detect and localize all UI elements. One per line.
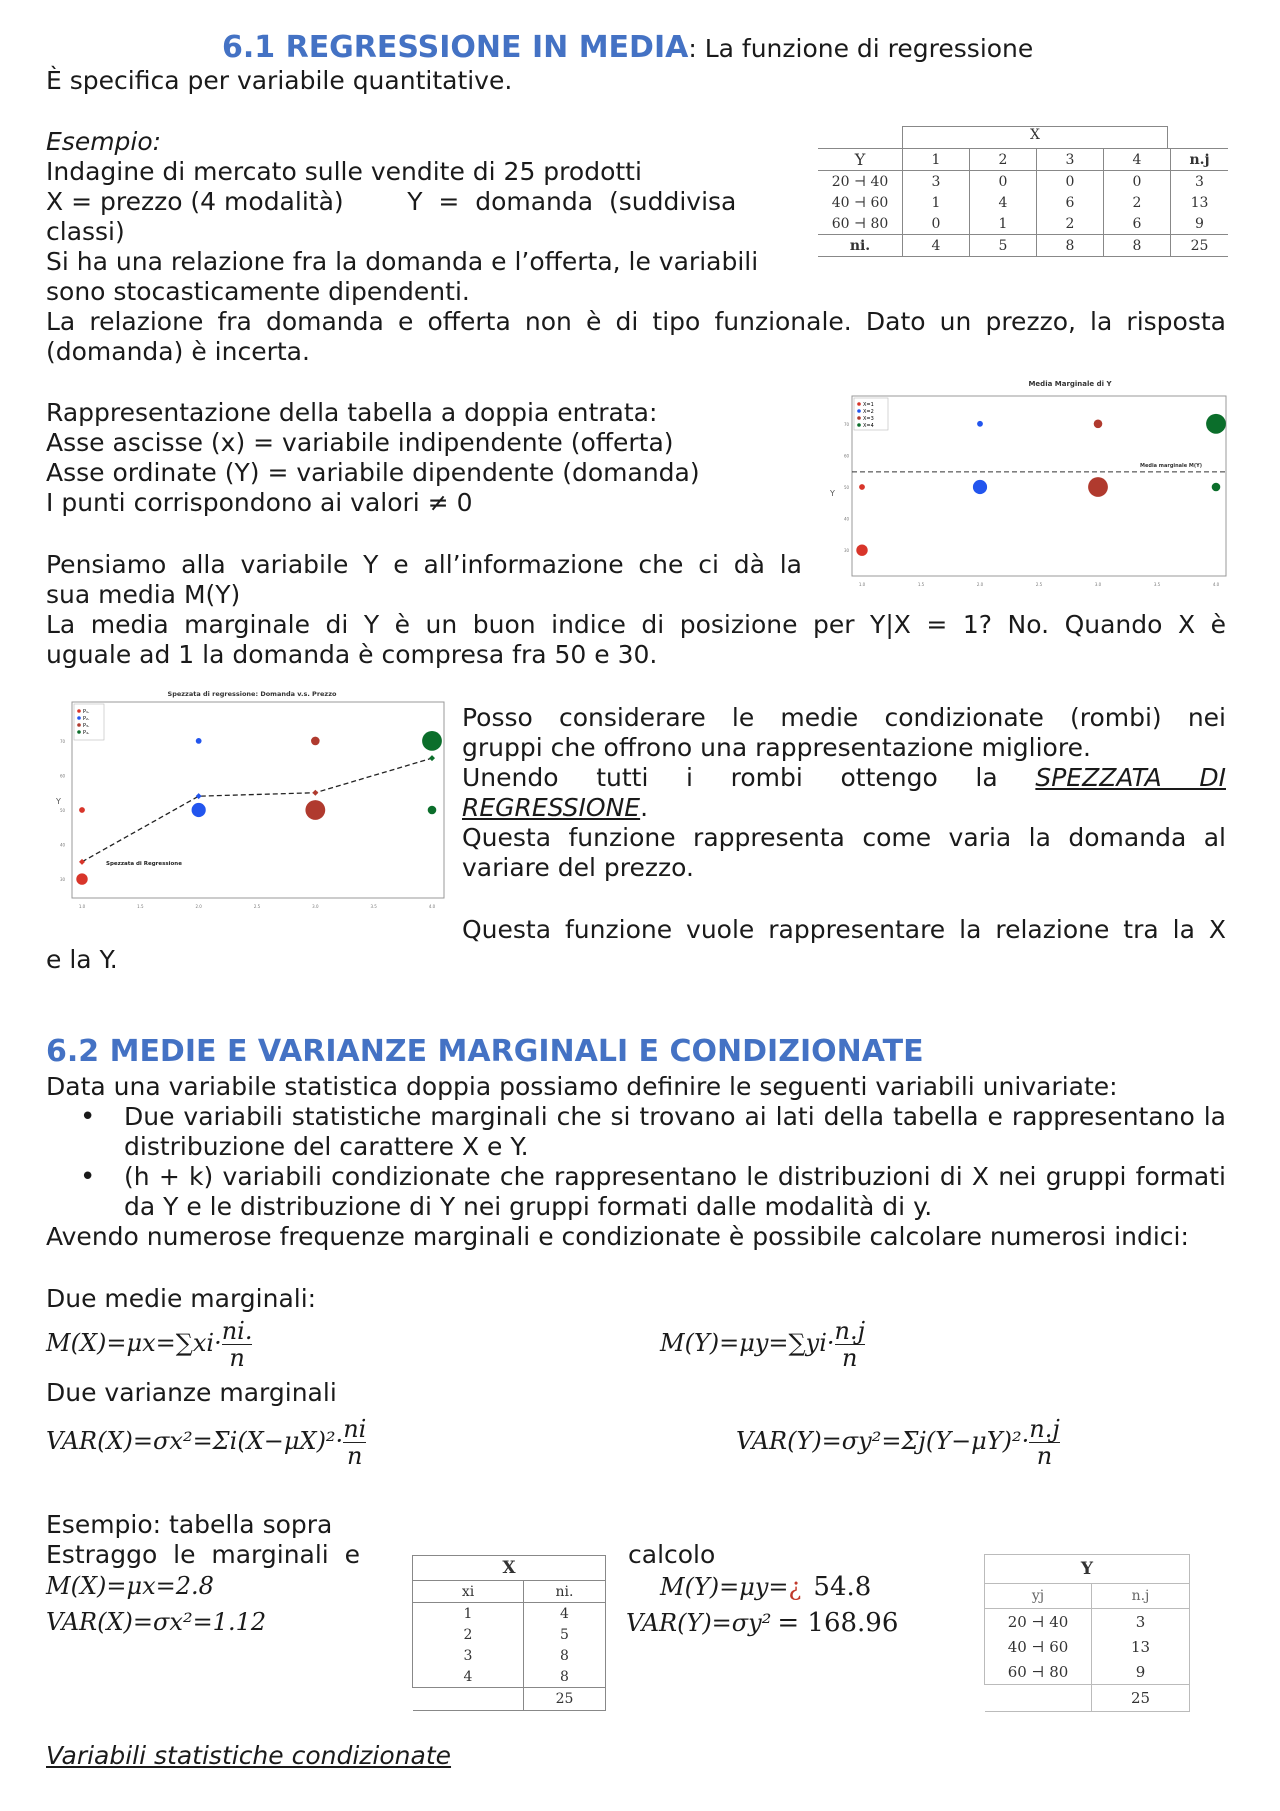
example-line-6: La relazione fra domanda e offerta non è di tipo funzionale. Dato un prezzo, la risposta [46,307,1226,336]
table-cell: 0 [1104,171,1171,193]
table-row-label: 20 ⊣ 40 [818,171,903,193]
y-tick-label: 40 [844,516,850,522]
data-point [422,731,442,751]
section-62-intro: Data una variabile statistica doppia possiamo definire le seguenti variabili univariate: [46,1072,1118,1101]
legend-dot-x3 [857,416,861,420]
cell-ni: 4 [524,1603,606,1625]
example-line-5: sono stocasticamente dipendenti. [46,277,470,306]
fraction-numerator: ni. [221,1317,253,1345]
pos-line-7: Questa funzione vuole rappresentare la relazione tra la X [462,915,1226,944]
pens-line-2: sua media M(Y) [46,580,241,609]
table-cell: 1 [903,192,970,213]
conditional-heading: Variabili statistiche condizionate [46,1741,452,1770]
legend-label: P₁. [83,709,90,715]
legend-label: X=4 [863,423,874,429]
regression-line-label: Spezzata di Regressione [106,861,182,867]
table-col-header: 3 [1037,149,1104,171]
marginal-mean-label: Media marginale M(Y) [1140,462,1203,469]
chart-title: Media Marginale di Y [1028,380,1112,388]
data-point [79,807,85,813]
regressione-term: REGRESSIONE [462,793,641,822]
rep-line-2: Asse ascisse (x) = variabile indipendente (offerta) [46,428,674,457]
y-tick-label: 70 [844,421,850,427]
example-line-7: (domanda) è incerta. [46,337,310,366]
chart-legend [854,398,888,430]
spezzata-term: SPEZZATA DI [1035,763,1226,792]
legend-label: X=2 [863,409,874,415]
section-61-subtitle: : La funzione di regressione [688,34,1034,63]
pos-line-2: gruppi che offrono una rappresentazione migliore. [462,733,1091,762]
table-total: 25 [524,1688,606,1711]
pos-line-6: variare del prezzo. [462,853,694,882]
pos-line-3-text: Unendo tutti i rombi ottengo la [462,763,1036,792]
table-cell: 0 [903,213,970,235]
plot-frame [72,702,444,898]
pens-line-3: La media marginale di Y è un buon indice di posizione per Y|X = 1? No. Quando X è [46,610,1226,639]
x-tick-label: 1.0 [78,904,86,909]
y-ticks [60,739,66,882]
marginal-table-y [984,1554,1190,1712]
col-header-nj: n.j [1092,1584,1190,1609]
data-point [305,800,325,820]
table-cell: 4 [970,192,1037,213]
value-mean-y-number: 54.8 [813,1572,872,1602]
table-cell: 6 [1104,213,1171,235]
x-tick-label: 3.5 [1153,582,1161,587]
fraction-denominator: n [842,1344,858,1372]
data-point [1206,414,1226,434]
col-header-yj: yj [985,1584,1092,1609]
legend-dot-x4 [857,423,861,427]
bullet-conditional: • (h + k) variabili condizionate che rappresentano le distribuzioni di X nei gruppi formati da Y e le distribuzione di Y nei gruppi formati dalle modalità di y. [46,1162,1226,1222]
due-varianze-label: Due varianze marginali [46,1378,337,1407]
example-line-2: X = prezzo (4 modalità) Y = domanda (suddivisa [46,187,737,216]
table-row-label: 60 ⊣ 80 [818,213,903,235]
legend-label: P₄. [83,730,90,736]
x-tick-label: 1.5 [917,582,925,587]
cell-xi: 4 [413,1666,524,1688]
data-point [196,738,202,744]
y-ticks [844,422,850,553]
cell-yj: 40 ⊣ 60 [985,1634,1092,1659]
due-medie-label: Due medie marginali: [46,1284,317,1313]
example-line-4: Si ha una relazione fra la domanda e l’offerta, le variabili [46,247,759,276]
table-cell: 2 [1037,213,1104,235]
table-header: Y [1080,1559,1094,1579]
marginal-mean-chart [820,378,1232,594]
formula-var-x [46,1416,366,1469]
legend-dot-p3 [77,723,81,727]
x-tick-label: 4.0 [1212,582,1220,587]
table-row-label: 40 ⊣ 60 [818,192,903,213]
fraction-denominator: n [347,1442,363,1470]
formula-mean-x-lhs: M(X)=μx=∑xi· [46,1329,222,1357]
section-61-title [222,30,1033,65]
period: . [640,793,649,822]
cell-yj: 20 ⊣ 40 [985,1609,1092,1635]
table-nj-header: n.j [1189,151,1210,168]
data-point [76,873,87,884]
regression-polyline-chart [54,686,446,922]
example-label: Esempio: [46,127,162,156]
estraggo-label: Estraggo le marginali e [46,1540,361,1569]
value-var-y [626,1608,898,1638]
y-tick-label: 30 [844,548,850,554]
data-point [856,545,867,556]
table-ni-cell: 8 [1104,235,1171,257]
table-x-header: X [902,126,1168,149]
y-tick-label: 70 [60,738,66,744]
table-row-total: 9 [1195,215,1204,232]
value-mean-y [660,1572,871,1602]
value-mean-y-lhs: M(Y)=μy= [660,1573,789,1601]
x-tick-label: 2.0 [976,582,984,587]
y-tick-label: 60 [60,773,66,779]
table-grand-total: 25 [1190,237,1209,254]
data-point [1094,420,1103,429]
y-axis-label: Y [56,797,61,806]
y-tick-label: 30 [60,877,66,883]
legend-dot-p4 [77,730,81,734]
esempio-label: Esempio: tabella sopra [46,1510,333,1539]
fraction-denominator: n [229,1344,245,1372]
table-col-header: 1 [903,149,970,171]
legend-label: X=3 [863,416,874,422]
table-cell: 0 [1037,171,1104,193]
x-ticks [859,582,1220,587]
col-header-ni: ni. [524,1581,606,1603]
calcolo-label: calcolo [628,1540,716,1569]
legend-label: P₂. [83,716,90,722]
marginal-table-x [412,1555,606,1711]
chart-title: Spezzata di regressione: Domanda v.s. Prezzo [167,690,337,698]
formula-mean-x [46,1318,252,1371]
y-tick-label: 50 [844,485,850,490]
x-tick-label: 1.0 [858,582,866,587]
pos-line-4 [462,793,648,823]
table-ni-cell: 8 [1037,235,1104,257]
table-cell: 3 [903,171,970,193]
cell-nj: 13 [1092,1634,1190,1659]
fraction-denominator: n [1036,1442,1053,1470]
data-point [192,803,206,817]
fraction-numerator: n.j [834,1317,866,1345]
bullet-marginal: • Due variabili statistiche marginali che si trovano ai lati della tabella e rappresentano la distribuzione del carattere X e Y. [46,1102,1226,1162]
y-tick-label: 40 [60,842,66,848]
cell-ni: 8 [524,1645,606,1666]
data-point [973,480,987,494]
formula-mean-y [660,1318,865,1371]
pos-line-3 [462,763,1226,793]
pens-line-1: Pensiamo alla variabile Y e all’informazione che ci dà la [46,550,802,579]
x-tick-label: 2.0 [195,904,202,909]
value-var-y-lhs: VAR(Y)=σy² [626,1609,772,1637]
data-point [1212,483,1221,492]
pens-line-4: uguale ad 1 la domanda è compresa fra 50 e 30. [46,640,658,669]
legend-label: P₃. [83,723,90,729]
rep-line-3: Asse ordinate (Y) = variabile dipendente (domanda) [46,458,700,487]
x-tick-label: 2.5 [253,904,261,909]
cell-xi: 2 [413,1624,524,1645]
plot-frame [852,396,1226,576]
table-ni-cell: 4 [903,235,970,257]
pos-line-8: e la Y. [46,945,118,974]
formula-mean-y-lhs: M(Y)=μy=∑yi· [660,1329,835,1357]
cell-ni: 5 [524,1624,606,1645]
legend-dot-x1 [857,402,861,406]
y-tick-label: 50 [60,808,66,813]
x-tick-label: 3.5 [370,904,377,909]
cell-nj: 3 [1092,1609,1190,1635]
legend-label: X=1 [863,402,874,408]
rep-line-4: I punti corrispondono ai valori ≠ 0 [46,488,473,517]
pos-line-5: Questa funzione rappresenta come varia la domanda al [462,823,1226,852]
table-ni-cell: 5 [970,235,1037,257]
x-tick-label: 1.5 [137,904,144,909]
legend-dot-p2 [77,716,81,720]
y-tick-label: 60 [844,453,850,459]
col-header-xi: xi [413,1581,524,1603]
value-var-x: VAR(X)=σx²=1.12 [46,1608,267,1636]
value-mean-x: M(X)=μx=2.8 [46,1572,214,1600]
formula-var-x-lhs: VAR(X)=σx²=Σi(X−μX)²· [46,1427,344,1455]
table-cell: 6 [1037,192,1104,213]
cell-xi: 3 [413,1645,524,1666]
chart-legend [74,704,104,740]
formula-var-y-lhs: VAR(Y)=σy²=Σj(Y−μY)²· [736,1427,1030,1455]
bullet-list [46,1102,1226,1222]
data-point [977,421,983,427]
table-cell: 0 [970,171,1037,193]
table-col-header: 4 [1104,149,1171,171]
table-col-header: 2 [970,149,1037,171]
data-point [428,806,437,815]
fraction-numerator: ni [343,1415,367,1443]
x-tick-label: 2.5 [1035,582,1043,587]
fraction-numerator: n.j [1029,1415,1060,1443]
example-line-3: classi) [46,217,125,246]
y-axis-label: Y [830,489,835,498]
x-tick-label: 3.0 [1094,582,1102,587]
x-tick-label: 4.0 [428,904,436,909]
table-header: X [502,1558,516,1578]
table-total: 25 [1092,1685,1190,1712]
cell-xi: 1 [413,1603,524,1625]
x-tick-label: 3.0 [312,904,319,909]
avendo-paragraph: Avendo numerose frequenze marginali e condizionate è possibile calcolare numerosi indici: [46,1222,1189,1251]
cell-ni: 8 [524,1666,606,1688]
cell-yj: 60 ⊣ 80 [985,1659,1092,1685]
table-cell: 1 [970,213,1037,235]
table-ni-label: ni. [818,235,903,257]
section-61-heading: 6.1 REGRESSIONE IN MEDIA [222,30,689,65]
data-point [859,484,865,490]
intro-line: È specifica per variabile quantitative. [46,66,513,95]
data-point [1088,477,1108,497]
formula-var-y [736,1416,1060,1469]
x-ticks [79,904,436,909]
cell-nj: 9 [1092,1659,1190,1685]
section-62-title: 6.2 MEDIE E VARIANZE MARGINALI E CONDIZIONATE [46,1034,924,1069]
table-cell: 2 [1104,192,1171,213]
table-y-header: Y [818,149,903,171]
render-glitch-char: ¿ [788,1573,802,1601]
legend-dot-p1 [77,709,81,713]
value-var-y-number: = 168.96 [777,1608,899,1638]
table-row-total: 3 [1195,173,1204,190]
rep-line-1: Rappresentazione della tabella a doppia entrata: [46,398,658,427]
legend-dot-x2 [857,409,861,413]
data-point [311,737,320,746]
table-row-total: 13 [1190,194,1209,211]
pos-line-1: Posso considerare le medie condizionate (rombi) nei [462,703,1226,732]
example-line-1: Indagine di mercato sulle vendite di 25 prodotti [46,157,642,186]
